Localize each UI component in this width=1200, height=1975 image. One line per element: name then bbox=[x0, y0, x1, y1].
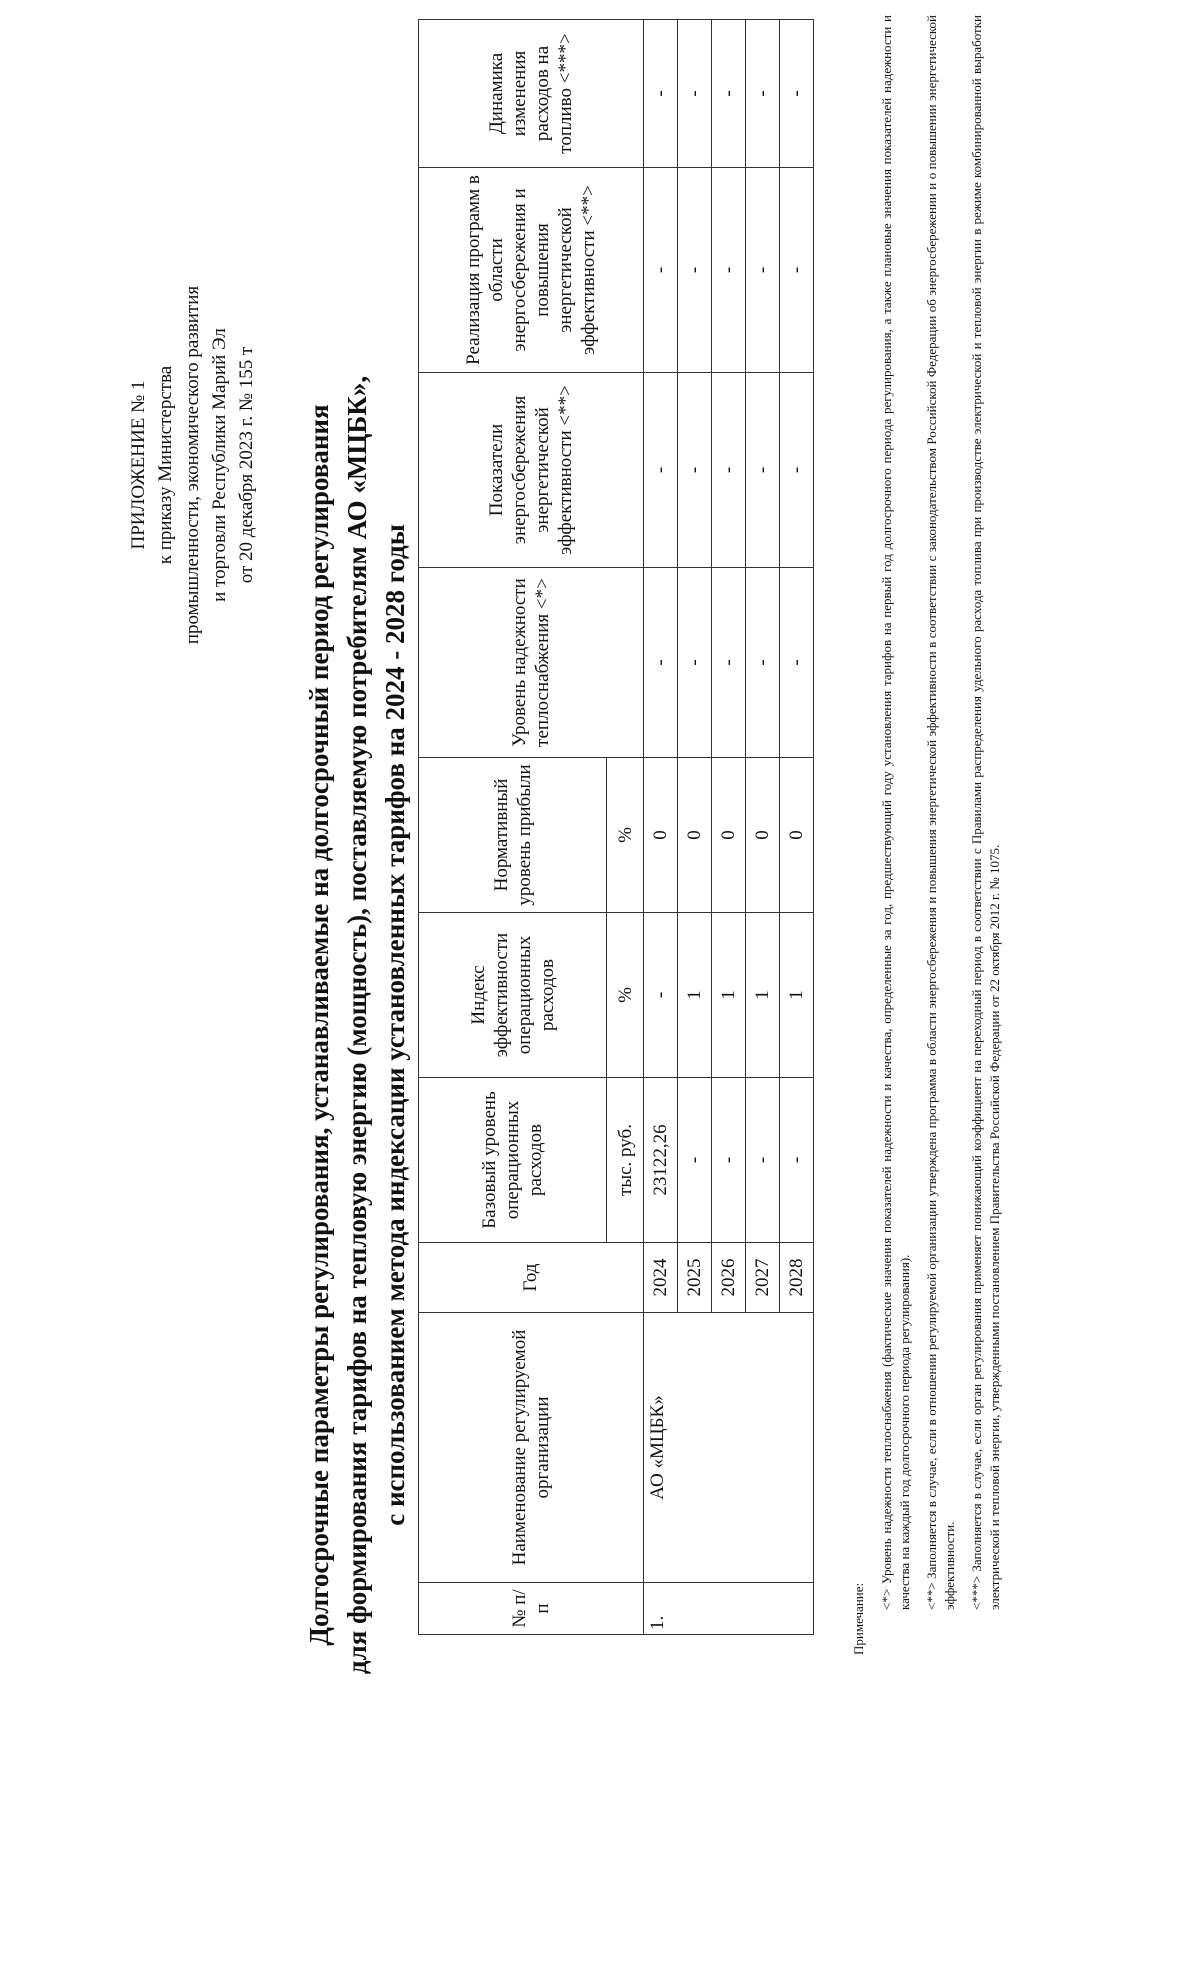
unit-index: % bbox=[607, 913, 643, 1078]
col-header-year: Год bbox=[419, 1243, 644, 1313]
parameters-table-wrap bbox=[418, 20, 814, 1635]
col-header-index: Индекс эффективности операционных расходов bbox=[419, 913, 607, 1078]
col-header-org: Наименование регулируемой организации bbox=[419, 1313, 644, 1583]
cell-base: - bbox=[779, 1078, 813, 1243]
cell-programs: - bbox=[711, 168, 745, 373]
cell-year: 2025 bbox=[677, 1243, 711, 1313]
cell-index: 1 bbox=[677, 913, 711, 1078]
cell-programs: - bbox=[643, 168, 677, 373]
cell-programs: - bbox=[677, 168, 711, 373]
cell-profit: 0 bbox=[711, 758, 745, 913]
appendix-date-line: от 20 декабря 2023 г. № 155 т bbox=[236, 346, 257, 584]
unit-base: тыс. руб. bbox=[607, 1078, 643, 1243]
cell-fuel: - bbox=[745, 20, 779, 168]
cell-energy: - bbox=[643, 373, 677, 568]
title-line-3: с использованием метода индексации установленных тарифов на 2024 - 2028 годы bbox=[380, 524, 410, 1526]
cell-profit: 0 bbox=[677, 758, 711, 913]
appendix-region-line: и торговли Республики Марий Эл bbox=[209, 328, 230, 602]
cell-energy: - bbox=[711, 373, 745, 568]
cell-base: 23122,26 bbox=[643, 1078, 677, 1243]
cell-index: 1 bbox=[745, 913, 779, 1078]
cell-programs: - bbox=[779, 168, 813, 373]
cell-energy: - bbox=[677, 373, 711, 568]
appendix-ministry-line: промышленности, экономического развития bbox=[182, 285, 203, 645]
cell-programs: - bbox=[745, 168, 779, 373]
col-header-programs: Реализация программ в области энергосбережения и повышения энергетической эффективности <**> bbox=[419, 168, 644, 373]
cell-reliability: - bbox=[677, 568, 711, 758]
appendix-number: ПРИЛОЖЕНИЕ № 1 bbox=[128, 380, 149, 550]
footnote-2: <**> Заполняется в случае, если в отношении регулируемой организации утверждена программа в области энергосбережения и повышения энергетической эффективности в соответствии с законодательством Российской Федерации об энергосбережении и о повышении энергетической эффективности. bbox=[924, 15, 957, 1610]
cell-year: 2024 bbox=[643, 1243, 677, 1313]
footnote-3: <***> Заполняется в случае, если орган регулирования применяет понижающий коэффициент на переходный период в соответствии с Правилами распределения удельного расхода топлива при производстве электрической и тепловой энергии в режиме комбинированной выработки электрической и тепловой энергии, утвержденными постановлением Правительства Российской Федерации от 22 октября 2012 г. № 1075. bbox=[969, 15, 1002, 1610]
cell-fuel: - bbox=[711, 20, 745, 168]
cell-base: - bbox=[711, 1078, 745, 1243]
cell-fuel: - bbox=[643, 20, 677, 168]
cell-index: 1 bbox=[779, 913, 813, 1078]
title-line-2: для формирования тарифов на тепловую энергию (мощность), поставляемую потребителям АО «МЦБК», bbox=[342, 375, 372, 1675]
cell-index: - bbox=[643, 913, 677, 1078]
cell-year: 2027 bbox=[745, 1243, 779, 1313]
cell-base: - bbox=[677, 1078, 711, 1243]
header-row bbox=[419, 20, 607, 1635]
cell-profit: 0 bbox=[779, 758, 813, 913]
appendix-header bbox=[125, 185, 260, 745]
footnotes bbox=[850, 15, 1013, 1655]
cell-fuel: - bbox=[779, 20, 813, 168]
col-header-fuel: Динамика изменения расходов на топливо <***> bbox=[419, 20, 644, 168]
table-row bbox=[643, 20, 677, 1635]
org-number: 1. bbox=[643, 1583, 813, 1635]
col-header-profit: Нормативный уровень прибыли bbox=[419, 758, 607, 913]
document-title bbox=[300, 275, 414, 1775]
cell-year: 2026 bbox=[711, 1243, 745, 1313]
col-header-energy: Показатели энергосбережения энергетической эффективности <**> bbox=[419, 373, 644, 568]
cell-energy: - bbox=[745, 373, 779, 568]
cell-base: - bbox=[745, 1078, 779, 1243]
footnotes-heading: Примечание: bbox=[851, 1582, 866, 1655]
cell-reliability: - bbox=[643, 568, 677, 758]
cell-index: 1 bbox=[711, 913, 745, 1078]
title-line-1: Долгосрочные параметры регулирования, устанавливаемые на долгосрочный период регулирования bbox=[304, 404, 334, 1646]
cell-fuel: - bbox=[677, 20, 711, 168]
cell-energy: - bbox=[779, 373, 813, 568]
appendix-order-line: к приказу Министерства bbox=[155, 365, 176, 565]
cell-reliability: - bbox=[779, 568, 813, 758]
col-header-base: Базовый уровень операционных расходов bbox=[419, 1078, 607, 1243]
col-header-num: № п/п bbox=[419, 1583, 644, 1635]
org-name: АО «МЦБК» bbox=[643, 1313, 813, 1583]
footnote-1: <*> Уровень надежности теплоснабжения (фактические значения показателей надежности и качества, определенные за год, предшествующий году установления тарифов на первый год долгосрочного периода регулирования, а также плановые значения показателей надежности и качества на каждый год долгосрочного периода регулирования). bbox=[879, 15, 912, 1610]
cell-profit: 0 bbox=[745, 758, 779, 913]
cell-reliability: - bbox=[711, 568, 745, 758]
col-header-reliability: Уровень надежности теплоснабжения <*> bbox=[419, 568, 644, 758]
unit-profit: % bbox=[607, 758, 643, 913]
cell-year: 2028 bbox=[779, 1243, 813, 1313]
cell-profit: 0 bbox=[643, 758, 677, 913]
parameters-table bbox=[418, 19, 814, 1635]
cell-reliability: - bbox=[745, 568, 779, 758]
